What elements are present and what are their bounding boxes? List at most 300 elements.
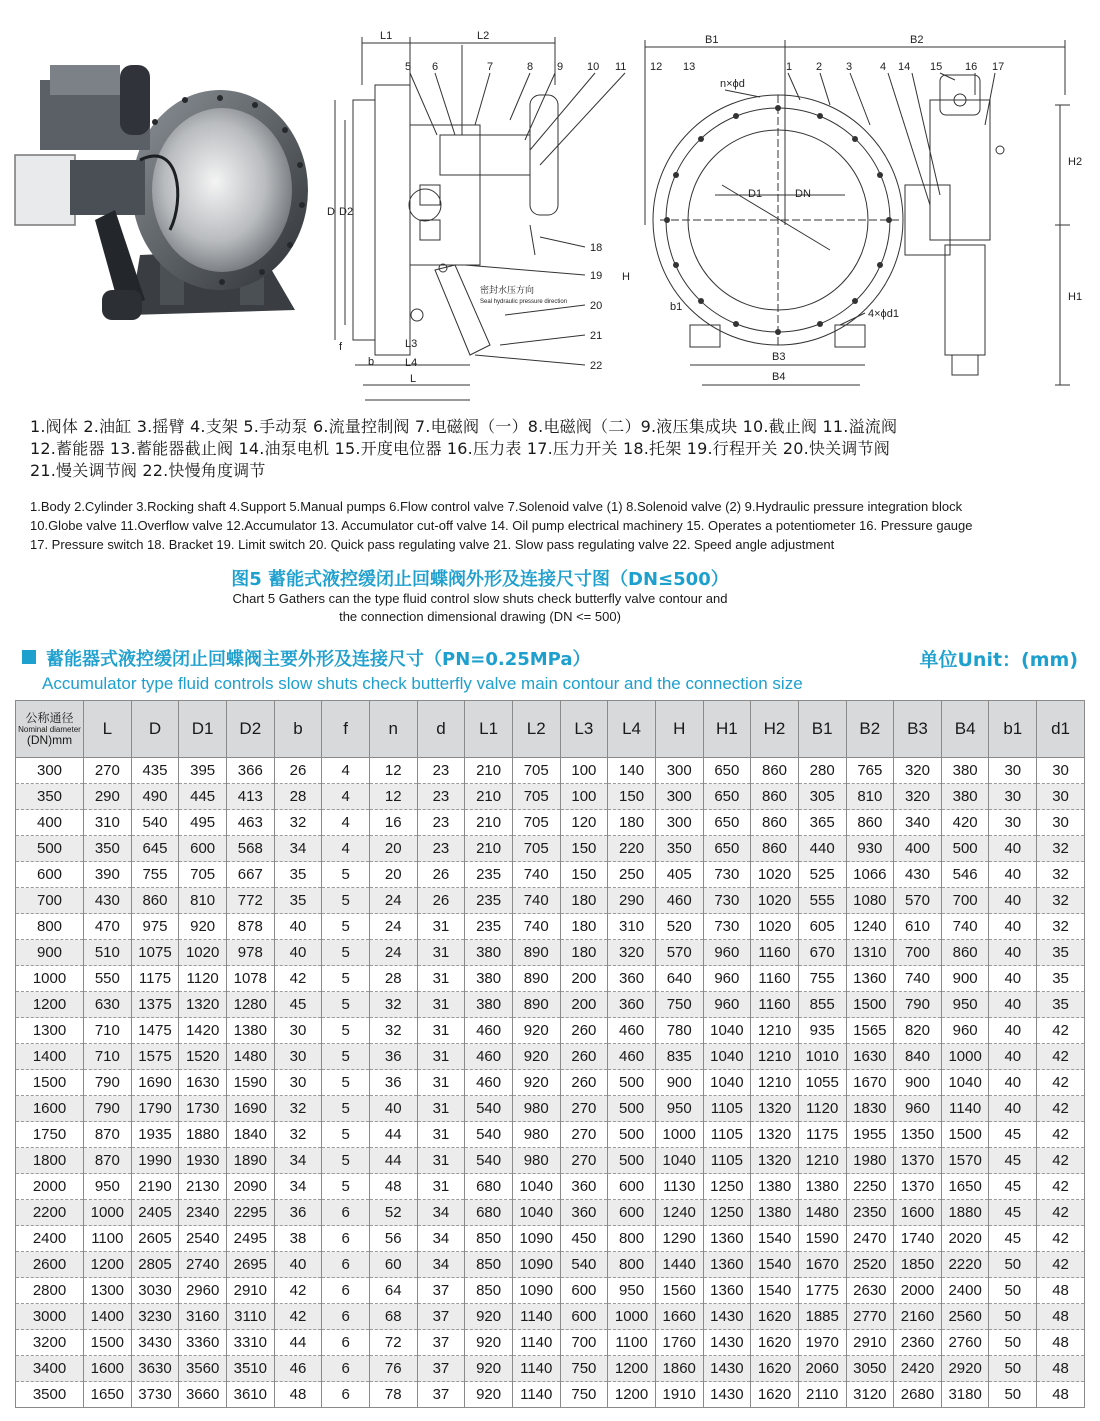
column-header: H [655,701,703,758]
table-cell: 310 [84,810,132,836]
legend-en-line: 1.Body 2.Cylinder 3.Rocking shaft 4.Support 5.Manual pumps 6.Flow control valve 7.Solenoid valve (1) 8.Solenoid valve (2) 9.Hydraulic pressure integration block [30,499,963,514]
column-header: d1 [1037,701,1085,758]
table-cell: 2760 [941,1330,989,1356]
table-cell: 1370 [894,1174,942,1200]
label-D2: D2 [339,206,354,218]
table-cell: 32 [1037,836,1085,862]
table-cell: 2495 [226,1226,274,1252]
table-cell: 1690 [131,1070,179,1096]
table-cell: 740 [512,888,560,914]
table-cell: 6 [322,1226,370,1252]
table-cell: 300 [655,758,703,784]
table-cell: 150 [608,784,656,810]
table-row [16,810,1085,836]
table-cell: 1066 [846,862,894,888]
table-cell: 26 [417,888,465,914]
table-cell: 44 [274,1330,322,1356]
table-cell: 710 [84,1018,132,1044]
table-cell: 1040 [941,1070,989,1096]
table-cell: 50 [989,1330,1037,1356]
table-cell: 52 [369,1200,417,1226]
table-cell: 920 [179,914,227,940]
table-row [16,888,1085,914]
table-cell: 1430 [703,1330,751,1356]
table-cell: 1000 [608,1304,656,1330]
table-cell: 3660 [179,1382,227,1408]
table-cell: 860 [751,784,799,810]
dn-cell: 1800 [16,1148,84,1174]
table-cell: 30 [274,1070,322,1096]
table-cell: 45 [989,1226,1037,1252]
table-cell: 1140 [941,1096,989,1122]
label-10: 10 [587,61,600,73]
label-17: 17 [992,61,1005,73]
seal-note-en: Seal hydraulic pressure direction [480,299,568,305]
table-cell: 740 [894,966,942,992]
table-cell: 34 [274,1148,322,1174]
table-cell: 920 [465,1382,513,1408]
table-cell: 5 [322,1174,370,1200]
table-cell: 5 [322,1096,370,1122]
table-cell: 40 [274,914,322,940]
table-cell: 200 [560,966,608,992]
table-cell: 790 [84,1070,132,1096]
table-cell: 1500 [846,992,894,1018]
table-cell: 920 [465,1304,513,1330]
table-cell: 850 [465,1252,513,1278]
table-cell: 835 [655,1044,703,1070]
table-cell: 31 [417,914,465,940]
table-cell: 1590 [226,1070,274,1096]
table-cell: 705 [179,862,227,888]
table-cell: 380 [465,992,513,1018]
table-cell: 36 [274,1200,322,1226]
table-cell: 6 [322,1252,370,1278]
table-cell: 1160 [751,992,799,1018]
table-cell: 1040 [703,1044,751,1070]
table-cell: 772 [226,888,274,914]
table-row [16,1122,1085,1148]
figure-caption-en-line: the connection dimensional drawing (DN <= 500) [339,609,621,624]
label-B1: B1 [705,34,719,46]
table-cell: 810 [846,784,894,810]
label-B4: B4 [772,371,786,383]
table-cell: 750 [560,1382,608,1408]
figure-caption-chinese: 图5 蓄能式液控缓闭止回蝶阀外形及连接尺寸图（DN≤500） [231,569,729,590]
table-cell: 12 [369,784,417,810]
table-cell: 30 [274,1018,322,1044]
table-cell: 2960 [179,1278,227,1304]
table-cell: 980 [512,1148,560,1174]
table-cell: 568 [226,836,274,862]
table-cell: 705 [512,810,560,836]
table-cell: 1210 [798,1148,846,1174]
table-cell: 34 [274,1174,322,1200]
table-cell: 1290 [655,1226,703,1252]
table-cell: 3050 [846,1356,894,1382]
table-cell: 850 [465,1226,513,1252]
table-cell: 23 [417,784,465,810]
table-row [16,1356,1085,1382]
table-cell: 1760 [655,1330,703,1356]
table-cell: 31 [417,1044,465,1070]
table-cell: 24 [369,940,417,966]
table-cell: 2560 [941,1304,989,1330]
table-row [16,1148,1085,1174]
table-cell: 360 [608,992,656,1018]
label-20: 20 [590,300,603,312]
table-cell: 1200 [84,1252,132,1278]
table-cell: 860 [941,940,989,966]
table-cell: 1000 [84,1200,132,1226]
table-cell: 340 [894,810,942,836]
table-cell: 36 [369,1070,417,1096]
table-cell: 36 [369,1044,417,1070]
table-cell: 235 [465,862,513,888]
table-cell: 1360 [703,1226,751,1252]
figure-area [0,0,1100,410]
table-cell: 600 [608,1174,656,1200]
table-cell: 645 [131,836,179,862]
table-cell: 140 [608,758,656,784]
dn-cell: 400 [16,810,84,836]
table-cell: 978 [226,940,274,966]
table-cell: 765 [846,758,894,784]
table-row [16,966,1085,992]
table-cell: 500 [608,1070,656,1096]
table-cell: 960 [894,1096,942,1122]
table-cell: 710 [84,1044,132,1070]
table-cell: 1540 [751,1226,799,1252]
legend-en-line: 10.Globe valve 11.Overflow valve 12.Accumulator 13. Accumulator cut-off valve 14. Oil pump electrical machinery 15. Operates a potentiometer 16. Pressure gauge [30,518,973,533]
table-cell: 50 [989,1382,1037,1408]
table-cell: 1475 [131,1018,179,1044]
table-cell: 1540 [751,1252,799,1278]
table-cell: 1320 [751,1122,799,1148]
table-cell: 2540 [179,1226,227,1252]
table-cell: 5 [322,1044,370,1070]
dimension-table [15,700,1085,1408]
table-cell: 850 [465,1278,513,1304]
table-cell: 1250 [703,1200,751,1226]
table-cell: 600 [608,1200,656,1226]
table-cell: 460 [465,1070,513,1096]
table-cell: 40 [274,940,322,966]
table-cell: 3110 [226,1304,274,1330]
label-7: 7 [487,61,494,73]
table-cell: 1630 [179,1070,227,1096]
table-cell: 40 [989,836,1037,862]
table-cell: 5 [322,940,370,966]
table-cell: 37 [417,1304,465,1330]
table-cell: 31 [417,966,465,992]
table-cell: 1560 [655,1278,703,1304]
table-cell: 1880 [179,1122,227,1148]
table-cell: 1890 [226,1148,274,1174]
table-cell: 1240 [846,914,894,940]
table-cell: 32 [1037,914,1085,940]
table-cell: 960 [703,940,751,966]
table-cell: 1590 [798,1226,846,1252]
label-H2: H2 [1068,156,1083,168]
table-cell: 1440 [655,1252,703,1278]
table-cell: 1075 [131,940,179,966]
table-cell: 350 [655,836,703,862]
table-cell: 413 [226,784,274,810]
label-2: 2 [816,61,823,73]
label-f: f [339,341,343,353]
table-cell: 2740 [179,1252,227,1278]
table-cell: 180 [560,940,608,966]
table-cell: 5 [322,966,370,992]
column-header: D2 [226,701,274,758]
dn-cell: 1750 [16,1122,84,1148]
table-cell: 1160 [751,966,799,992]
label-b: b [368,356,375,368]
table-cell: 2160 [894,1304,942,1330]
table-cell: 500 [608,1148,656,1174]
table-cell: 30 [989,810,1037,836]
table-cell: 500 [608,1122,656,1148]
table-cell: 1200 [608,1382,656,1408]
table-cell: 6 [322,1304,370,1330]
column-header: L2 [512,701,560,758]
table-row [16,1018,1085,1044]
table-cell: 705 [512,758,560,784]
table-cell: 2220 [941,1252,989,1278]
table-cell: 4 [322,758,370,784]
table-cell: 2000 [894,1278,942,1304]
table-cell: 45 [989,1148,1037,1174]
table-cell: 2910 [226,1278,274,1304]
table-cell: 1360 [703,1278,751,1304]
parts-legend-english [30,497,1095,554]
table-cell: 1210 [751,1070,799,1096]
label-D: D [327,206,335,218]
table-cell: 750 [655,992,703,1018]
table-cell: 48 [274,1382,322,1408]
table-cell: 605 [798,914,846,940]
dn-cell: 2400 [16,1226,84,1252]
table-cell: 1540 [751,1278,799,1304]
table-cell: 525 [798,862,846,888]
table-cell: 460 [608,1044,656,1070]
table-cell: 2400 [941,1278,989,1304]
table-cell: 855 [798,992,846,1018]
table-cell: 360 [560,1174,608,1200]
table-cell: 960 [941,1018,989,1044]
table-cell: 2190 [131,1174,179,1200]
table-cell: 3630 [131,1356,179,1382]
table-cell: 48 [1037,1330,1085,1356]
parts-legend-chinese [30,416,1090,482]
table-cell: 546 [941,862,989,888]
table-cell: 550 [84,966,132,992]
table-cell: 1140 [512,1330,560,1356]
table-cell: 2420 [894,1356,942,1382]
table-cell: 1040 [512,1200,560,1226]
table-cell: 40 [369,1096,417,1122]
label-n-phi-d: n×ϕd [720,78,745,90]
column-header: b1 [989,701,1037,758]
header-dn-unit: (DN)mm [26,732,73,747]
table-cell: 1380 [226,1018,274,1044]
table-cell: 1020 [751,888,799,914]
label-21: 21 [590,330,603,342]
table-cell: 3310 [226,1330,274,1356]
table-row [16,758,1085,784]
table-cell: 890 [512,966,560,992]
table-cell: 3730 [131,1382,179,1408]
table-cell: 68 [369,1304,417,1330]
table-cell: 1955 [846,1122,894,1148]
table-cell: 1880 [941,1200,989,1226]
table-cell: 460 [465,1044,513,1070]
table-cell: 5 [322,914,370,940]
table-cell: 3560 [179,1356,227,1382]
table-cell: 650 [703,758,751,784]
table-cell: 1375 [131,992,179,1018]
table-cell: 1430 [703,1304,751,1330]
table-cell: 4 [322,810,370,836]
table-cell: 42 [1037,1044,1085,1070]
table-row [16,940,1085,966]
column-header: D [131,701,179,758]
table-cell: 270 [560,1096,608,1122]
table-cell: 750 [560,1356,608,1382]
table-cell: 2340 [179,1200,227,1226]
table-cell: 2250 [846,1174,894,1200]
table-cell: 650 [703,810,751,836]
table-cell: 32 [1037,862,1085,888]
table-cell: 1775 [798,1278,846,1304]
legend-cn-line: 1.阀体 2.油缸 3.摇臂 4.支架 5.手动泵 6.流量控制阀 7.电磁阀（一）8.电磁阀（二）9.液压集成块 10.截止阀 11.溢流阀 [30,417,898,436]
table-cell: 1600 [894,1200,942,1226]
table-cell: 740 [512,914,560,940]
table-cell: 860 [846,810,894,836]
table-cell: 366 [226,758,274,784]
table-cell: 1630 [846,1044,894,1070]
table-cell: 200 [560,992,608,1018]
header-dn-en: Nominal diameter [18,724,81,734]
table-cell: 2520 [846,1252,894,1278]
table-cell: 26 [417,862,465,888]
table-cell: 35 [1037,992,1085,1018]
table-cell: 210 [465,758,513,784]
table-cell: 60 [369,1252,417,1278]
table-cell: 45 [989,1174,1037,1200]
table-cell: 1175 [131,966,179,992]
valve-product-photo [10,60,330,330]
table-cell: 40 [989,992,1037,1018]
table-cell: 1575 [131,1044,179,1070]
label-4: 4 [880,61,887,73]
table-cell: 37 [417,1278,465,1304]
table-cell: 1910 [655,1382,703,1408]
column-header: L1 [465,701,513,758]
table-cell: 700 [941,888,989,914]
table-cell: 395 [179,758,227,784]
dn-cell: 700 [16,888,84,914]
table-cell: 700 [560,1330,608,1356]
table-cell: 1620 [751,1330,799,1356]
table-cell: 430 [84,888,132,914]
dn-cell: 900 [16,940,84,966]
table-cell: 570 [655,940,703,966]
table-cell: 5 [322,862,370,888]
table-row [16,784,1085,810]
table-cell: 78 [369,1382,417,1408]
table-cell: 380 [941,784,989,810]
table-cell: 2020 [941,1226,989,1252]
table-cell: 2360 [894,1330,942,1356]
table-cell: 40 [989,1070,1037,1096]
table-cell: 3610 [226,1382,274,1408]
label-22: 22 [590,360,603,372]
table-cell: 1790 [131,1096,179,1122]
table-cell: 650 [703,836,751,862]
table-cell: 42 [1037,1226,1085,1252]
label-DN: DN [795,188,811,200]
table-cell: 980 [512,1122,560,1148]
dn-cell: 800 [16,914,84,940]
table-cell: 48 [369,1174,417,1200]
table-cell: 5 [322,1122,370,1148]
table-cell: 300 [655,784,703,810]
table-cell: 1500 [84,1330,132,1356]
table-cell: 680 [465,1200,513,1226]
table-cell: 1380 [798,1174,846,1200]
table-cell: 1040 [703,1070,751,1096]
table-cell: 2630 [846,1278,894,1304]
table-row [16,836,1085,862]
table-cell: 30 [1037,758,1085,784]
legend-cn-line: 12.蓄能器 13.蓄能器截止阀 14.油泵电机 15.开度电位器 16.压力表 17.压力开关 18.托架 19.行程开关 20.快关调节阀 [30,439,890,458]
table-cell: 34 [417,1252,465,1278]
table-cell: 44 [369,1122,417,1148]
column-header: B2 [846,701,894,758]
table-cell: 5 [322,992,370,1018]
table-row [16,1304,1085,1330]
label-H1: H1 [1068,291,1083,303]
table-cell: 820 [894,1018,942,1044]
table-cell: 780 [655,1018,703,1044]
table-cell: 12 [369,758,417,784]
table-cell: 32 [369,1018,417,1044]
table-cell: 1830 [846,1096,894,1122]
table-cell: 730 [703,862,751,888]
table-cell: 730 [703,914,751,940]
table-row [16,1174,1085,1200]
table-cell: 1120 [179,966,227,992]
table-cell: 490 [131,784,179,810]
table-cell: 45 [274,992,322,1018]
table-cell: 740 [941,914,989,940]
table-cell: 1040 [512,1174,560,1200]
table-cell: 1860 [655,1356,703,1382]
table-cell: 40 [989,914,1037,940]
table-cell: 1090 [512,1252,560,1278]
table-cell: 1240 [655,1200,703,1226]
table-cell: 40 [274,1252,322,1278]
table-cell: 31 [417,1018,465,1044]
table-row [16,914,1085,940]
table-cell: 1000 [655,1122,703,1148]
label-L1: L1 [380,30,393,42]
table-cell: 56 [369,1226,417,1252]
table-cell: 45 [989,1200,1037,1226]
table-cell: 48 [1037,1304,1085,1330]
